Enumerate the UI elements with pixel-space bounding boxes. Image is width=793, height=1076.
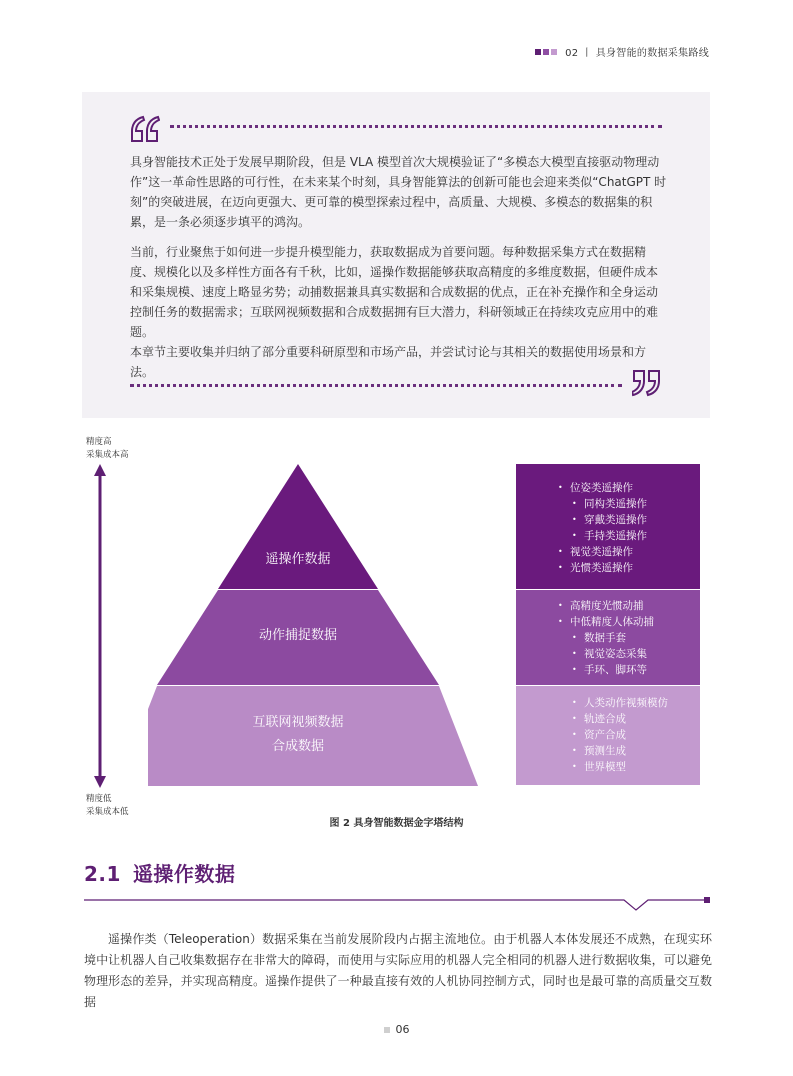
header-squares-icon <box>535 49 557 55</box>
section-number: 2.1 <box>84 862 121 886</box>
panel-list <box>516 480 700 576</box>
section-heading <box>84 858 235 887</box>
panel-video-synthetic-types <box>516 686 700 785</box>
list-item: • 光惯类遥操作 <box>516 560 700 576</box>
open-quote-glyph <box>130 115 160 143</box>
pyramid-label-teleop <box>148 548 448 572</box>
quote-divider-bottom <box>130 384 622 387</box>
pyramid-label-mocap <box>148 624 448 648</box>
section-title: 遥操作数据 <box>132 862 236 886</box>
list-item: • 轨迹合成 <box>516 711 700 727</box>
list-item: • 位姿类遥操作 <box>516 480 700 496</box>
pyramid-label-video-synthetic <box>148 711 448 759</box>
quote-paragraph-3: 本章节主要收集并归纳了部分重要科研原型和市场产品，并尝试讨论与其相关的数据使用场景和方法。 <box>130 345 647 379</box>
quote-paragraph-1: 具身智能技术正处于发展早期阶段，但是 VLA 模型首次大规模验证了“多模态大模型直接驱动物理动作”这一革命性思路的可行性，在未来某个时刻，具身智能算法的创新可能也会迎来类似“ChatGPT 时刻”的突破进展，在迈向更强大、更可靠的模型探索过程中，高质量、大规模、多模态的数据集的积累，是一条必须逐步填平的鸿沟。 <box>130 155 667 229</box>
list-item: • 中低精度人体动捕 <box>516 614 700 630</box>
tier-label-line: 互联网视频数据 <box>252 715 344 730</box>
axis-bottom-line-2: 采集成本低 <box>86 807 129 817</box>
axis-bottom-line-1: 精度低 <box>86 794 112 804</box>
list-item: • 视觉姿态采集 <box>516 646 700 662</box>
intro-quote-box <box>82 92 710 418</box>
figure-caption: 图 2 具身智能数据金字塔结构 <box>329 818 464 829</box>
header-square <box>551 49 557 55</box>
page-footer <box>0 1023 793 1036</box>
open-quote-icon <box>130 110 160 150</box>
panel-mocap-types <box>516 590 700 685</box>
footer-square-icon <box>384 1027 390 1033</box>
panel-list <box>516 695 700 775</box>
panel-list <box>516 598 700 678</box>
close-quote-glyph <box>632 369 662 397</box>
close-quote-icon <box>632 364 662 404</box>
list-item: • 高精度光惯动捕 <box>516 598 700 614</box>
quote-divider-top <box>170 125 662 128</box>
list-item: • 世界模型 <box>516 759 700 775</box>
axis-top-line-1: 精度高 <box>86 437 112 447</box>
list-item: • 资产合成 <box>516 727 700 743</box>
tier-label-line: 遥操作数据 <box>265 552 331 567</box>
list-item: • 同构类遥操作 <box>516 496 700 512</box>
list-item: • 预测生成 <box>516 743 700 759</box>
list-item: • 人类动作视频模仿 <box>516 695 700 711</box>
header-square <box>535 49 541 55</box>
axis-top-line-2: 采集成本高 <box>86 450 129 460</box>
list-item: • 手持类遥操作 <box>516 528 700 544</box>
list-item: • 穿戴类遥操作 <box>516 512 700 528</box>
tier-label-line: 合成数据 <box>271 739 324 754</box>
header-chapter-title: 02 丨 具身智能的数据采集路线 <box>565 48 709 59</box>
list-item: • 数据手套 <box>516 630 700 646</box>
list-item: • 视觉类遥操作 <box>516 544 700 560</box>
double-arrow-axis-icon <box>90 464 110 788</box>
panel-teleop-types <box>516 464 700 589</box>
running-header <box>535 44 709 59</box>
body-paragraph: 遥操作类（Teleoperation）数据采集在当前发展阶段内占据主流地位。由于机器人本体发展还不成熟，在现实环境中让机器人自己收集数据存在非常大的障碍，而使用与实际应用的机器人完全相同的机器人进行数据收集，可以避免物理形态的差异，并实现高精度。遥操作提供了一种最直接有效的人机协同控制方式，同时也是最可靠的高质量交互数据 <box>84 932 712 1009</box>
page-number: 06 <box>395 1023 410 1036</box>
section-underline <box>84 888 712 912</box>
quote-paragraph-2: 当前，行业聚焦于如何进一步提升模型能力，获取数据成为首要问题。每种数据采集方式在数据精度、规模化以及多样性方面各有千秋，比如，遥操作数据能够获取高精度的多维度数据，但硬件成本和采集规模、速度上略显劣势；动捕数据兼具真实数据和合成数据的优点，正在补充操作和全身运动控制任务的数据需求；互联网视频数据和合成数据拥有巨大潜力，科研领域正在持续攻克应用中的难题。 <box>130 245 659 339</box>
header-square <box>543 49 549 55</box>
list-item: • 手环、脚环等 <box>516 662 700 678</box>
axis-label-top <box>86 436 129 462</box>
tier-label-line: 动作捕捉数据 <box>258 628 337 643</box>
